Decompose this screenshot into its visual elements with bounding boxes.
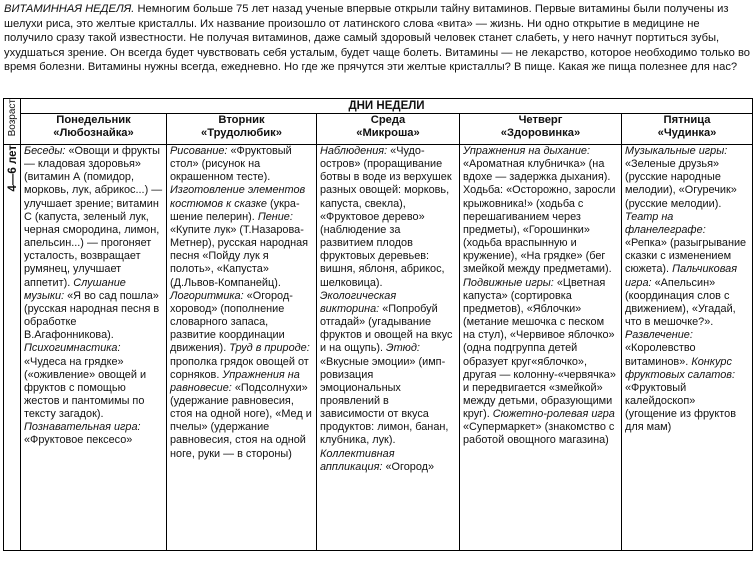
day-header-monday: Понедельник «Любознайка» bbox=[21, 114, 167, 145]
activity-text: «Зеленые друзья» (русские народные мелодии), «Огуречик» (русские мелодии). bbox=[625, 158, 737, 210]
activity-text: «Апельсин» (координация слов с движением), «Угадай, что в мешочке?». bbox=[625, 276, 736, 329]
activity-heading: Сюжетно-ролевая игра bbox=[492, 408, 615, 421]
cell-wednesday bbox=[317, 145, 460, 551]
activity-heading: Развлечение: bbox=[625, 329, 693, 342]
age-cell: 4—6 лет bbox=[4, 145, 21, 551]
activity-heading: Театр на фланелеграфе: bbox=[625, 210, 706, 236]
activity-heading: Изготовление элементов костюмов к сказке bbox=[170, 184, 306, 210]
activity-text: «Цветная капуста» (сортировка предметов), «Яблочки» (метание мешочка с песком на стул), «Червивое яблочко» (одна подгруппа детей образует круг«яблочко», другая — колонну-«червячка» и передвигается «змейкой» между детьми, образующими круг). bbox=[463, 276, 616, 421]
activity-text: «Супермаркет» (знакомство с работой овощного магазина) bbox=[463, 421, 615, 447]
activity-text: «Огородхоровод» (пополнение словарного запаса, развитие координации движения). bbox=[170, 289, 293, 355]
day-header-friday: Пятница «Чудинка» bbox=[622, 114, 753, 145]
activity-heading: Пальчиковая игра: bbox=[625, 263, 738, 289]
cell-thursday bbox=[460, 145, 622, 551]
day-header-wednesday: Среда «Микроша» bbox=[317, 114, 460, 145]
cell-monday bbox=[21, 145, 167, 551]
activity-heading: Познавательная игра: bbox=[24, 421, 141, 434]
activity-text: «Чудоостров» (проращивание ботвы в воде из верхушек разных овощей: морковь, капуста, свекла), «Фруктовое дерево» (наблюдение за развитием плодов фруктовых деревьев: вишня, яблоня, абрикос, шелковица). bbox=[320, 145, 452, 289]
activity-heading: Конкурс фруктовых салатов: bbox=[625, 355, 735, 381]
activity-heading: Этюд: bbox=[386, 342, 420, 355]
cell-friday bbox=[622, 145, 753, 551]
activity-text: «Попробуй отгадай» (угадывание фруктов и овощей на вкус и на ощупь). bbox=[320, 302, 453, 355]
activity-heading: Логоритмика: bbox=[170, 289, 244, 302]
age-header: Возраст bbox=[4, 99, 21, 145]
activity-text: «Репка» (разыгрывание сказки с изменением сюжета). bbox=[625, 237, 747, 276]
activity-heading: Наблюдения: bbox=[320, 145, 388, 157]
activity-heading: Рисование: bbox=[170, 145, 228, 157]
activity-heading: Беседы: bbox=[24, 145, 66, 157]
activity-text: «Я во сад пошла» (русская народная песня в обработке В.Агафонникова). bbox=[24, 289, 160, 342]
activity-heading: Упражнения на дыхание: bbox=[463, 145, 591, 157]
activity-text: «Фруктовый стол» (рисунок на окрашенном тесте). bbox=[170, 145, 292, 184]
activity-heading: Подвижные игры: bbox=[463, 276, 554, 289]
activity-text: «Королевство витаминов». bbox=[625, 342, 696, 368]
activity-heading: Экологическая викторина: bbox=[320, 289, 397, 315]
activity-text: «Вкусные эмоции» (импровизация эмоциональных проявлений в зависимости от вкуса продуктов: лимон, банан, клубника, лук). bbox=[320, 355, 449, 447]
cell-tuesday bbox=[167, 145, 317, 551]
activity-heading: Слушание музыки: bbox=[24, 276, 126, 302]
activity-text: прополка грядок овощей от сорняков. bbox=[170, 355, 309, 381]
activity-text: (украшение пелерин). bbox=[170, 197, 300, 223]
intro-paragraph bbox=[4, 2, 751, 75]
activity-heading: Пение: bbox=[257, 210, 293, 223]
activity-text: «Огород» bbox=[382, 460, 435, 473]
activity-text: «Подсолнухи» (удержание равновесия, стоя на одной ноге), «Мед и пчелы» (удержание равновесия, стоя на одной ноге, руки — в стороны) bbox=[170, 381, 312, 460]
activity-heading: Труд в природе: bbox=[229, 342, 310, 355]
activity-text: «Овощи и фрукты — кладовая здоровья» (витамин А (помидор, морковь, лук, абрикос...) — улучшает зрение; витамин С (капуста, зеленый лук, черная смородина, лимон, апельсин...) — прогоняет усталость, возвращает румянец, улучшает аппетит). bbox=[24, 145, 163, 289]
activity-text: «Чудеса на грядке» («оживление» овощей и фруктов с помощью жестов и пантомимы по тексту загадок). bbox=[24, 355, 147, 421]
intro-text: Немногим больше 75 лет назад ученые впервые открыли тайну витаминов. Первые витамины были получены из шелухи риса, это желтые кристаллы. Их название произошло от латинского слова «вита» — жизнь. Ни одно открытие в медицине не получило сразу такой известности. Не получая витаминов, даже самый здоровый человек станет слабеть, у него начнут портиться зубы, ухудшаться зрение. Он всегда будет чувствовать себя усталым, будет чаще болеть. Витамины — не лекарство, которое необходимо только во время болезни. Витамины нужны всегда, ежедневно. Но где же прячутся эти желтые кристаллы? В пище. Какая же пища полезнее для нас? bbox=[4, 3, 751, 74]
activity-heading: Психогимнастика: bbox=[24, 342, 121, 355]
intro-title: ВИТАМИННАЯ НЕДЕЛЯ. bbox=[4, 3, 135, 15]
activity-heading: Упражнения на равновесие: bbox=[170, 368, 300, 394]
activity-heading: Музыкальные игры: bbox=[625, 145, 728, 157]
activity-text: «Фруктовый калейдоскоп» (угощение из фруктов для мам) bbox=[625, 381, 736, 434]
activity-text: «Купите лук» (Т.Назарова-Метнер), русская народная песня «Пойду лук я полоть», «Капуста» (Д.Львов-Компанейц). bbox=[170, 223, 309, 289]
activity-heading: Коллективная аппликация: bbox=[320, 447, 395, 473]
day-header-thursday: Четверг «Здоровинка» bbox=[460, 114, 622, 145]
activity-text: «Ароматная клубничка» (на вдохе — задержка дыхания). Ходьба: «Осторожно, заросли крыжовника!» (ходьба с перешагиванием через предметы), «Горошинки» (ходьба враспынную и кружение), «На грядке» (бег змейкой между предметами). bbox=[463, 158, 616, 276]
activity-text: «Фруктовое пексесо» bbox=[24, 434, 133, 447]
days-header: ДНИ НЕДЕЛИ bbox=[21, 99, 753, 114]
activity-table bbox=[3, 98, 753, 551]
day-header-tuesday: Вторник «Трудолюбик» bbox=[167, 114, 317, 145]
